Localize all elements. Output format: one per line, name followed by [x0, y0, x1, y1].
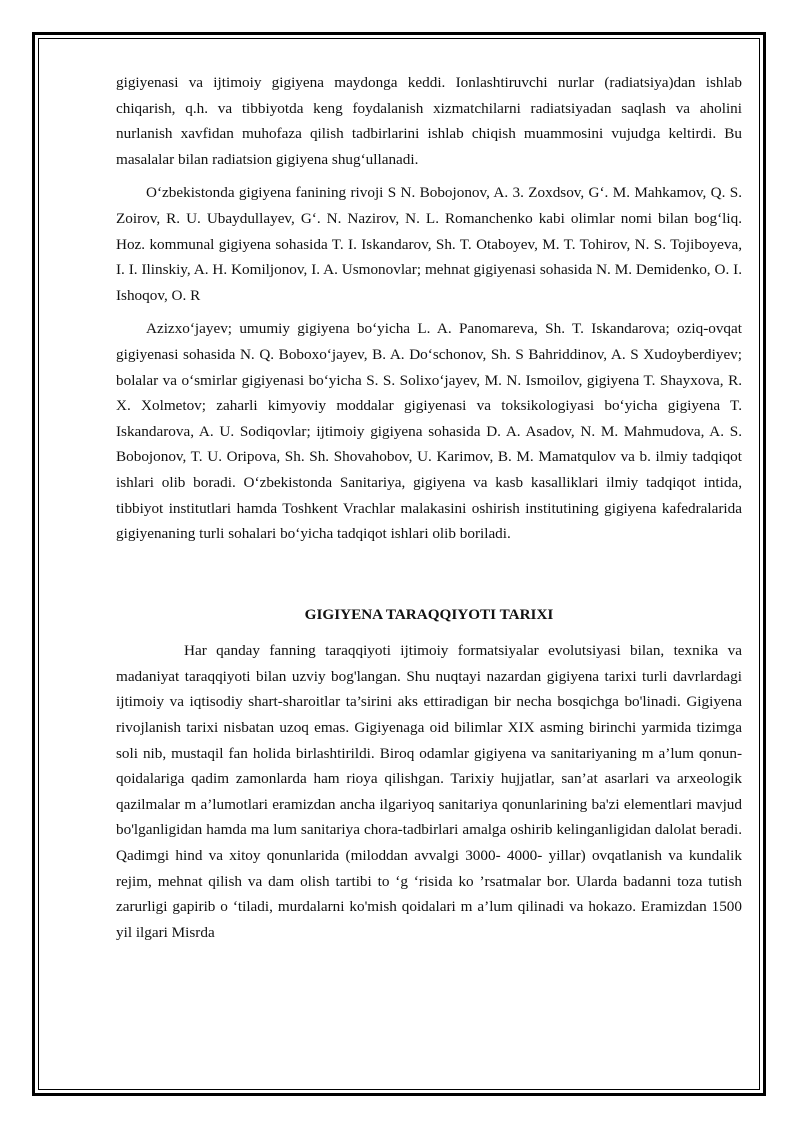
- paragraph-uzbek-scientists: O‘zbekistonda gigiyena fanining rivoji S N. Bobojonov, A. 3. Zoxdsov, G‘. M. Mahkamov, Q. S. Zoirov, R. U. Ubaydullayev, G‘. N. Nazirov, N. L. Romanchenko kabi olimlar nomi bilan bog‘liq. Hoz. kommunal gigiyena sohasida T. I. Iskandarov, Sh. T. Otaboyev, M. T. Tohirov, N. S. Tojiboyeva, I. I. Ilinskiy, A. H. Komiljonov, I. A. Usmonovlar; mehnat gigiyenasi sohasida N. M. Demidenko, O. I. Ishoqov, O. R: [116, 184, 742, 304]
- paragraph-radiation-hygiene: gigiyenasi va ijtimoiy gigiyena maydonga keddi. Ionlashtiruvchi nurlar (radiatsiya)dan ishlab chiqarish, q.h. va tibbiyotda keng foydalanish xizmatchilarni radiatsiyadan saqlash va aholini nurlanish xavfidan muhofaza qilish tadbirlarini ishlab chiqish muammosini vujudga keltirdi. Bu masalalar bilan radiatsion gigiyena shug‘ullanadi.: [116, 74, 742, 168]
- paragraph-research-fields: Azizxo‘jayev; umumiy gigiyena bo‘yicha L. A. Panomareva, Sh. T. Iskandarova; oziq-ovqat gigiyenasi sohasida N. Q. Boboxo‘jayev, B. A. Do‘schonov, Sh. S Bahriddinov, A. S Xudoyberdiyev; bolalar va o‘smirlar gigiyenasi bo‘yicha S. S. Solixo‘jayev, M. N. Ismoilov, gigiyena T. Shayxova, R. X. Xolmetov; zaharli kimyoviy moddalar gigiyenasi va toksikologiyasi bo‘yicha gigiyena T. Iskandarova, A. U. Sodiqovlar; ijtimoiy gigiyena sohasida D. A. Asadov, N. M. Mahmudova, A. S. Bobojonov, T. U. Oripova, Sh. Sh. Shovahobov, U. Karimov, B. M. Mamatqulov va b. ilmiy tadqiqot ishlari olib boradi. O‘zbekistonda Sanitariya, gigiyena va kasb kasalliklari ilmiy tadqiqot intida, tibbiyot institutlari hamda Toshkent Vrachlar malakasini oshirish institutining gigiyena kafedralarida gigiyenaning turli sohalari bo‘yicha tadqiqot ishlari olib boriladi.: [116, 320, 742, 543]
- document-body: [116, 70, 742, 945]
- paragraph-history: Har qanday fanning taraqqiyoti ijtimoiy formatsiyalar evolutsiyasi bilan, texnika va madaniyat taraqqiyoti bilan uzviy bog'langan. Shu nuqtayi nazardan gigiyena tarixi turli davrlardagi ijtimoiy va iqtisodiy shart-sharoitlar ta’sirini aks ettiradigan bir necha bosqichga bo'linadi. Gigiyena rivojlanish tarixi nisbatan uzoq emas. Gigiyenaga oid bilimlar XIX asming birinchi yarmida tizimga soli nib, mustaqil fan holida birlashtirildi. Biroq odamlar gigiyena va sanitariyaning m a’lum qonun-qoidalariga qadim zamonlarda ham rioya qilishgan. Tarixiy hujjatlar, san’at asarlari va arxeologik qazilmalar m a’lumotlari eramizdan ancha ilgariyoq sanitariya qonunlarining ba'zi elementlari mavjud bo'lganligidan hamda ma lum sanitariya chora-tadbirlari amalga oshirib kelinganligidan dalolat beradi. Qadimgi hind va xitoy qonunlarida (miloddan avvalgi 3000- 4000- yillar) ovqatlanish va kundalik rejim, mehnat qilish va dam olish tartibi to ‘g ‘risida ko ’rsatmalar bor. Ularda badanni toza tutish zarurligi gapirib o ‘tiladi, murdalarni ko'mish qoidalari m a’lum qilinadi va hokazo. Eramizdan 1500 yil ilgari Misrda: [116, 642, 742, 941]
- section-heading: GIGIYENA TARAQQIYOTI TARIXI: [304, 605, 554, 623]
